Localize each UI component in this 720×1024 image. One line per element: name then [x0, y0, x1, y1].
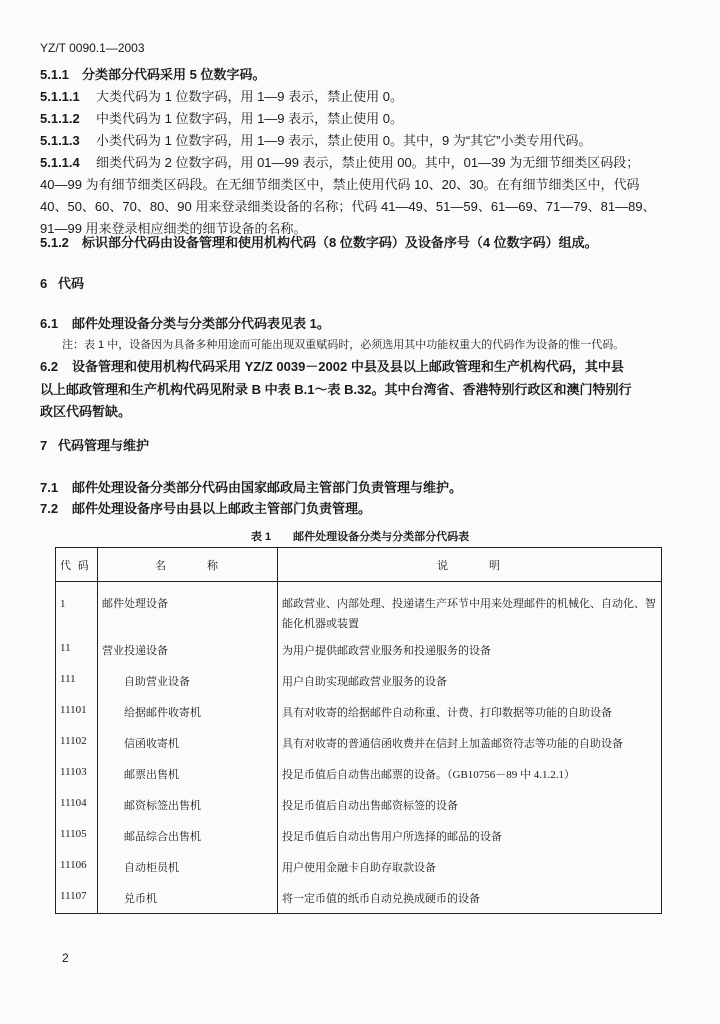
clause-text: 邮件处理设备序号由县以上邮政主管部门负责管理。	[72, 501, 372, 516]
name-cell: 营业投递设备	[98, 634, 278, 665]
code-cell: 1	[56, 582, 98, 635]
description-cell: 投足币值后自动出售邮资标签的设备	[278, 789, 662, 820]
code-cell: 11103	[56, 758, 98, 789]
clause-continuation: 以上邮政管理和生产机构代码见附录 B 中表 B.1～表 B.32。其中台湾省、香港特别行政区和澳门特别行	[40, 382, 632, 397]
clause-number: 5.1.1	[40, 67, 69, 82]
clause-number: 5.1.1.2	[40, 111, 80, 126]
name-cell: 邮票出售机	[98, 758, 278, 789]
clause-5-1-1-4	[40, 155, 639, 171]
note: 注：表 1 中，设备因为具备多种用途而可能出现双重赋码时，必须选用其中功能权重大的代码作为设备的惟一代码。	[62, 339, 625, 351]
name-cell: 邮品综合出售机	[98, 820, 278, 851]
name-cell: 自助营业设备	[98, 665, 278, 696]
name-cell: 自动柜员机	[98, 851, 278, 882]
code-cell: 11101	[56, 696, 98, 727]
section-number: 7	[40, 438, 48, 453]
page-number: 2	[62, 951, 69, 965]
clause-text: 邮件处理设备分类与分类部分代码表见表 1。	[72, 316, 330, 331]
code-cell: 11	[56, 634, 98, 665]
clause-number: 5.1.1.3	[40, 133, 80, 148]
table-row	[56, 634, 662, 665]
table-row	[56, 582, 662, 635]
clause-continuation: 政区代码暂缺。	[40, 404, 132, 419]
clause-continuation: 40—99 为有细节细类区码段。在无细节细类区中，禁止使用代码 10、20、30。在有细节细类区中，代码	[40, 177, 640, 192]
description-cell: 具有对收寄的普通信函收费并在信封上加盖邮资符志等功能的自助设备	[278, 727, 662, 758]
description-cell: 投足币值后自动出售用户所选择的邮品的设备	[278, 820, 662, 851]
name-cell: 给据邮件收寄机	[98, 696, 278, 727]
clause-text: 小类代码为 1 位数字码，用 1—9 表示，禁止使用 0。其中，9 为“其它”小类专用代码。	[96, 133, 592, 148]
table-row	[56, 727, 662, 758]
header-code: 代 码	[56, 548, 98, 582]
table-row	[56, 758, 662, 789]
clause-7-1	[40, 480, 462, 496]
clause-5-1-2	[40, 235, 598, 251]
clause-5-1-1	[40, 67, 265, 83]
clause-number: 6.1	[40, 316, 59, 331]
section-number: 6	[40, 276, 48, 291]
clause-number: 7.1	[40, 480, 59, 495]
clause-number: 5.1.1.4	[40, 155, 80, 170]
code-cell: 11105	[56, 820, 98, 851]
name-cell: 邮资标签出售机	[98, 789, 278, 820]
header-name: 名 称	[98, 548, 278, 582]
section-title: 代码管理与维护	[58, 438, 150, 453]
table-header-row	[56, 548, 662, 582]
section-6-heading	[40, 276, 84, 292]
clause-number: 5.1.1.1	[40, 89, 80, 104]
clause-text: 设备管理和使用机构代码采用 YZ/Z 0039－2002 中县及县以上邮政管理和生产机构代码，其中县	[72, 359, 624, 374]
name-cell: 兑币机	[98, 882, 278, 913]
table-row	[56, 851, 662, 882]
clause-7-2	[40, 501, 371, 517]
clause-text: 中类代码为 1 位数字码，用 1—9 表示，禁止使用 0。	[96, 111, 403, 126]
clause-text: 邮件处理设备分类部分代码由国家邮政局主管部门负责管理与维护。	[72, 480, 463, 495]
clause-5-1-1-3	[40, 133, 591, 149]
clause-continuation: 40、50、60、70、80、90 用来登录细类设备的名称；代码 41—49、51—59、61—69、71—79、81—89、	[40, 199, 656, 214]
clause-5-1-1-1	[40, 89, 403, 105]
table-row	[56, 882, 662, 913]
description-cell: 将一定币值的纸币自动兑换成硬币的设备	[278, 882, 662, 913]
description-cell: 为用户提供邮政营业服务和投递服务的设备	[278, 634, 662, 665]
code-cell: 11107	[56, 882, 98, 913]
table-row	[56, 696, 662, 727]
header-description: 说 明	[278, 548, 662, 582]
clause-6-1	[40, 316, 330, 332]
clause-5-1-1-2	[40, 111, 403, 127]
table-row	[56, 665, 662, 696]
description-cell: 邮政营业、内部处理、投递诸生产环节中用来处理邮件的机械化、自动化、智能化机器或装置	[278, 582, 662, 635]
description-cell: 投足币值后自动售出邮票的设备。（GB10756－89 中 4.1.2.1）	[278, 758, 662, 789]
clause-number: 6.2	[40, 359, 59, 374]
name-cell: 邮件处理设备	[98, 582, 278, 635]
clause-continuation: 91—99 用来登录相应细类的细节设备的名称。	[40, 221, 307, 236]
code-cell: 11102	[56, 727, 98, 758]
table-row	[56, 820, 662, 851]
document-id: YZ/T 0090.1—2003	[40, 41, 145, 55]
code-cell: 11106	[56, 851, 98, 882]
description-cell: 用户使用金融卡自助存取款设备	[278, 851, 662, 882]
clause-text: 大类代码为 1 位数字码，用 1—9 表示，禁止使用 0。	[96, 89, 403, 104]
classification-table	[55, 547, 662, 914]
clause-text: 标识部分代码由设备管理和使用机构代码（8 位数字码）及设备序号（4 位数字码）组成。	[82, 235, 598, 250]
description-cell: 用户自助实现邮政营业服务的设备	[278, 665, 662, 696]
section-title: 代码	[58, 276, 85, 291]
code-cell: 11104	[56, 789, 98, 820]
section-7-heading	[40, 438, 149, 454]
table-row	[56, 789, 662, 820]
code-cell: 111	[56, 665, 98, 696]
description-cell: 具有对收寄的给据邮件自动称重、计费、打印数据等功能的自助设备	[278, 696, 662, 727]
clause-number: 5.1.2	[40, 235, 69, 250]
clause-text: 细类代码为 2 位数字码，用 01—99 表示，禁止使用 00。其中，01—39 为无细节细类区码段；	[96, 155, 640, 170]
clause-text: 分类部分代码采用 5 位数字码。	[82, 67, 266, 82]
table-caption: 表 1 邮件处理设备分类与分类部分代码表	[250, 531, 470, 543]
clause-number: 7.2	[40, 501, 59, 516]
clause-6-2	[40, 359, 624, 375]
name-cell: 信函收寄机	[98, 727, 278, 758]
